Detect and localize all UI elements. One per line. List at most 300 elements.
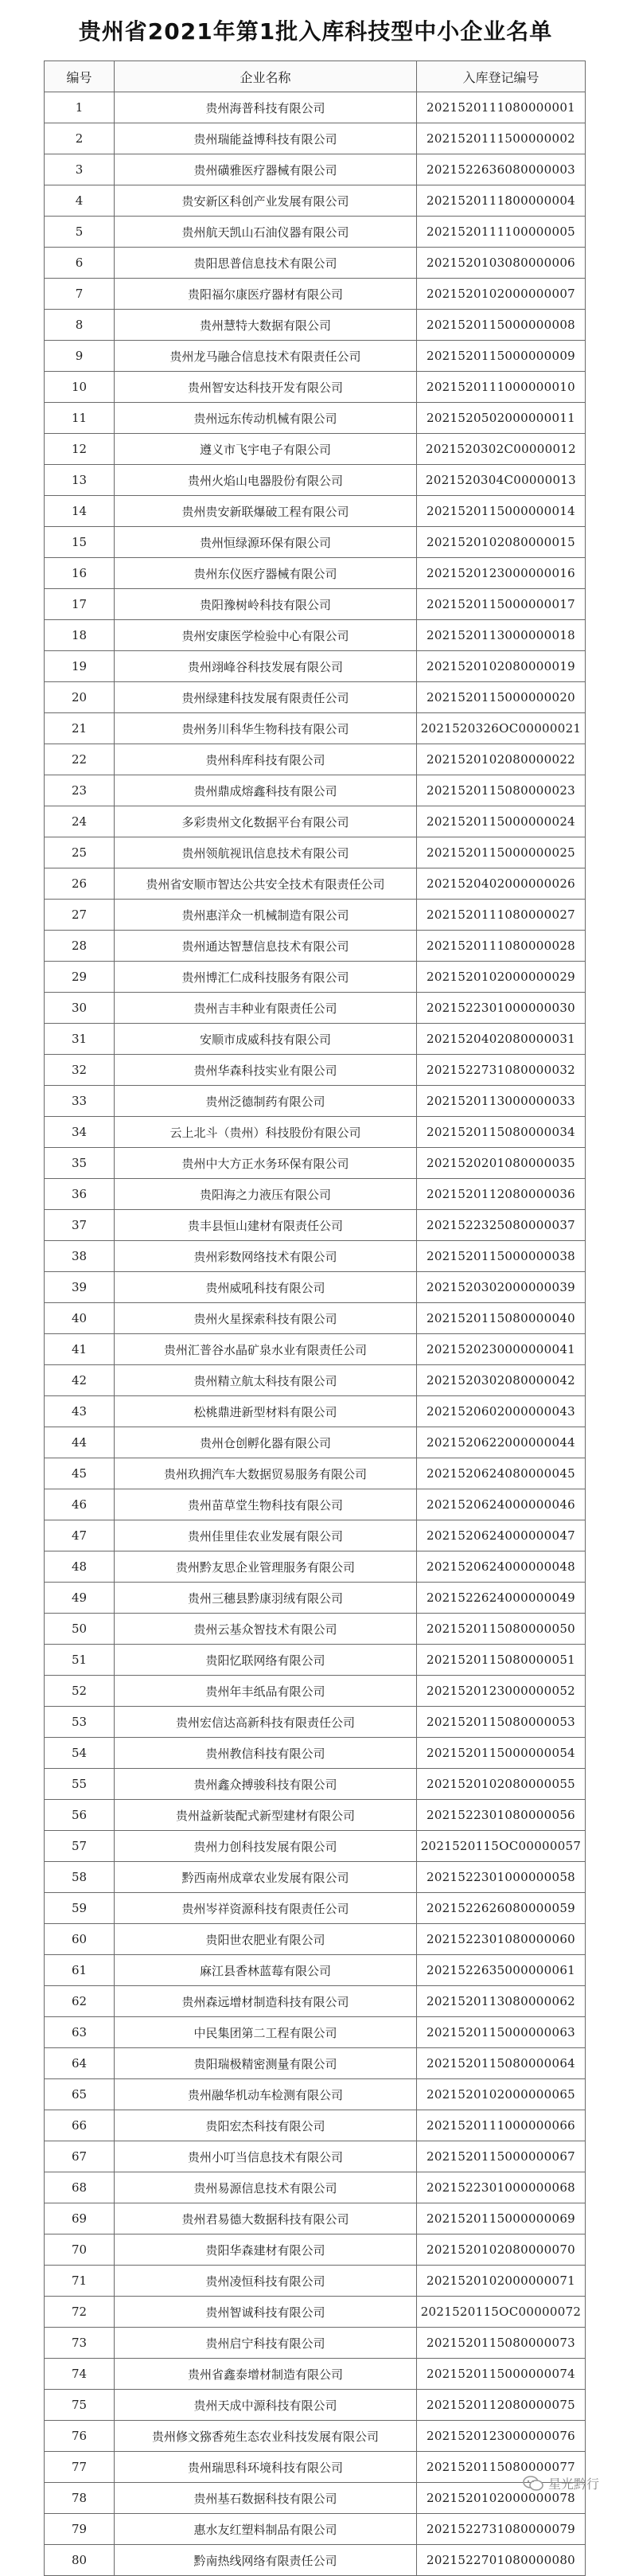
table-row <box>45 1831 586 1862</box>
row-number: 58 <box>45 1862 115 1893</box>
company-name: 贵州天成中源科技有限公司 <box>115 2390 417 2421</box>
company-name: 贵阳宏杰科技有限公司 <box>115 2110 417 2141</box>
company-name: 贵州基石数据科技有限公司 <box>115 2483 417 2514</box>
table-row <box>45 2110 586 2141</box>
table-row <box>45 1893 586 1924</box>
row-number: 24 <box>45 806 115 837</box>
watermark-text: 星光黔行 <box>547 2476 599 2492</box>
row-number: 36 <box>45 1179 115 1210</box>
registration-number: 2021520502000000011 <box>417 403 586 434</box>
table-row <box>45 1117 586 1148</box>
table-row <box>45 589 586 620</box>
company-name: 贵州惠洋众一机械制造有限公司 <box>115 900 417 931</box>
row-number: 70 <box>45 2234 115 2266</box>
company-name: 遵义市飞宇电子有限公司 <box>115 434 417 465</box>
row-number: 61 <box>45 1955 115 1986</box>
company-name: 贵州海普科技有限公司 <box>115 92 417 123</box>
registration-number: 2021520115080000077 <box>417 2452 586 2483</box>
registration-number: 2021520115080000051 <box>417 1645 586 1676</box>
row-number: 71 <box>45 2266 115 2297</box>
table-row <box>45 2390 586 2421</box>
table-row <box>45 1241 586 1272</box>
row-number: 22 <box>45 744 115 775</box>
row-number: 69 <box>45 2203 115 2234</box>
row-number: 13 <box>45 465 115 496</box>
company-name: 贵州瑞思科环境科技有限公司 <box>115 2452 417 2483</box>
table-row <box>45 2172 586 2203</box>
table-row <box>45 1365 586 1396</box>
row-number: 16 <box>45 558 115 589</box>
company-name: 贵州黔友思企业管理服务有限公司 <box>115 1551 417 1583</box>
registration-number: 2021520115000000020 <box>417 682 586 713</box>
table-row <box>45 2328 586 2359</box>
table-row <box>45 372 586 403</box>
company-name: 贵阳思普信息技术有限公司 <box>115 248 417 279</box>
company-name: 贵州宏信达高新科技有限责任公司 <box>115 1707 417 1738</box>
company-name: 贵州启宁科技有限公司 <box>115 2328 417 2359</box>
registration-number: 2021520102000000029 <box>417 962 586 993</box>
registration-number: 2021520302C00000012 <box>417 434 586 465</box>
row-number: 9 <box>45 341 115 372</box>
registration-number: 2021520624000000048 <box>417 1551 586 1583</box>
company-name: 云上北斗（贵州）科技股份有限公司 <box>115 1117 417 1148</box>
table-row <box>45 465 586 496</box>
registration-number: 2021520115000000024 <box>417 806 586 837</box>
company-name: 贵州恒绿源环保有限公司 <box>115 527 417 558</box>
registration-number: 2021520115000000038 <box>417 1241 586 1272</box>
table-row <box>45 1676 586 1707</box>
registration-number: 2021520115080000040 <box>417 1303 586 1334</box>
table-row <box>45 1955 586 1986</box>
row-number: 48 <box>45 1551 115 1583</box>
table-row <box>45 1986 586 2017</box>
company-name: 贵州精立航太科技有限公司 <box>115 1365 417 1396</box>
registration-number: 2021522301080000056 <box>417 1800 586 1831</box>
registration-number: 2021520111800000004 <box>417 185 586 217</box>
company-name: 贵州安康医学检验中心有限公司 <box>115 620 417 651</box>
company-name: 贵州凌恒科技有限公司 <box>115 2266 417 2297</box>
registration-number: 2021520304C00000013 <box>417 465 586 496</box>
company-name: 贵州火焰山电器股份有限公司 <box>115 465 417 496</box>
table-row <box>45 713 586 744</box>
company-name: 贵阳忆联网络有限公司 <box>115 1645 417 1676</box>
row-number: 21 <box>45 713 115 744</box>
table-row <box>45 1086 586 1117</box>
registration-number: 2021520112080000075 <box>417 2390 586 2421</box>
registration-number: 2021522624000000049 <box>417 1583 586 1614</box>
table-row <box>45 2514 586 2545</box>
table-row <box>45 806 586 837</box>
table-body <box>45 92 586 2576</box>
registration-number: 2021520113000000033 <box>417 1086 586 1117</box>
table-row <box>45 527 586 558</box>
table-row <box>45 1707 586 1738</box>
row-number: 6 <box>45 248 115 279</box>
row-number: 29 <box>45 962 115 993</box>
company-name: 安顺市成威科技有限公司 <box>115 1024 417 1055</box>
registration-number: 2021522636080000003 <box>417 154 586 185</box>
company-name: 贵州翊峰谷科技发展有限公司 <box>115 651 417 682</box>
registration-number: 2021520115000000069 <box>417 2203 586 2234</box>
table-row <box>45 1614 586 1645</box>
registration-number: 2021520402000000026 <box>417 868 586 900</box>
registration-number: 2021522635000000061 <box>417 1955 586 1986</box>
registration-number: 2021520115080000064 <box>417 2048 586 2079</box>
company-name: 贵州修文猕香苑生态农业科技发展有限公司 <box>115 2421 417 2452</box>
company-name: 惠水友红塑料制品有限公司 <box>115 2514 417 2545</box>
table-row <box>45 1458 586 1489</box>
registration-number: 2021520111100000005 <box>417 217 586 248</box>
registration-number: 2021520102080000022 <box>417 744 586 775</box>
registration-number: 2021520115000000063 <box>417 2017 586 2048</box>
row-number: 7 <box>45 279 115 310</box>
table-row <box>45 2545 586 2576</box>
row-number: 28 <box>45 931 115 962</box>
row-number: 30 <box>45 993 115 1024</box>
row-number: 65 <box>45 2079 115 2110</box>
registration-number: 2021520115000000054 <box>417 1738 586 1769</box>
registration-number: 2021520123000000076 <box>417 2421 586 2452</box>
registration-number: 2021520111500000002 <box>417 123 586 154</box>
table-row <box>45 1334 586 1365</box>
table-row <box>45 154 586 185</box>
company-name: 贵阳华森建材有限公司 <box>115 2234 417 2266</box>
table-header-row <box>45 61 586 92</box>
row-number: 66 <box>45 2110 115 2141</box>
row-number: 60 <box>45 1924 115 1955</box>
table-row <box>45 341 586 372</box>
company-name: 贵州磺雅医疗器械有限公司 <box>115 154 417 185</box>
registration-number: 2021520115OC00000057 <box>417 1831 586 1862</box>
table-row <box>45 651 586 682</box>
row-number: 68 <box>45 2172 115 2203</box>
row-number: 8 <box>45 310 115 341</box>
row-number: 75 <box>45 2390 115 2421</box>
registration-number: 2021522325080000037 <box>417 1210 586 1241</box>
row-number: 2 <box>45 123 115 154</box>
table-row <box>45 2452 586 2483</box>
table-row <box>45 217 586 248</box>
row-number: 18 <box>45 620 115 651</box>
company-name: 贵州汇普谷水晶矿泉水业有限责任公司 <box>115 1334 417 1365</box>
company-name: 贵州龙马融合信息技术有限责任公司 <box>115 341 417 372</box>
table-row <box>45 123 586 154</box>
table-row <box>45 1769 586 1800</box>
company-name: 中民集团第二工程有限公司 <box>115 2017 417 2048</box>
table-row <box>45 2048 586 2079</box>
table-row <box>45 837 586 868</box>
registration-number: 2021520302000000039 <box>417 1272 586 1303</box>
registration-number: 2021520111080000001 <box>417 92 586 123</box>
registration-number: 2021520326OC00000021 <box>417 713 586 744</box>
company-name: 贵州远东传动机械有限公司 <box>115 403 417 434</box>
row-number: 76 <box>45 2421 115 2452</box>
company-name: 贵州威吼科技有限公司 <box>115 1272 417 1303</box>
row-number: 32 <box>45 1055 115 1086</box>
company-name: 贵州瑞能益博科技有限公司 <box>115 123 417 154</box>
wechat-icon <box>523 2476 543 2492</box>
row-number: 79 <box>45 2514 115 2545</box>
registration-number: 2021520113000000018 <box>417 620 586 651</box>
company-name: 贵州佳里佳农业发展有限公司 <box>115 1520 417 1551</box>
row-number: 35 <box>45 1148 115 1179</box>
registration-number: 2021520230000000041 <box>417 1334 586 1365</box>
company-name: 贵州吉丰种业有限责任公司 <box>115 993 417 1024</box>
row-number: 63 <box>45 2017 115 2048</box>
table-row <box>45 1862 586 1893</box>
company-name: 贵州融华机动车检测有限公司 <box>115 2079 417 2110</box>
table-row <box>45 1148 586 1179</box>
row-number: 26 <box>45 868 115 900</box>
table-row <box>45 1055 586 1086</box>
table-row <box>45 1583 586 1614</box>
table-row <box>45 620 586 651</box>
company-name: 贵州省安顺市智达公共安全技术有限责任公司 <box>115 868 417 900</box>
column-header-company: 企业名称 <box>115 61 417 92</box>
table-row <box>45 185 586 217</box>
table-row <box>45 1396 586 1427</box>
company-name: 贵州教信科技有限公司 <box>115 1738 417 1769</box>
row-number: 54 <box>45 1738 115 1769</box>
registration-number: 2021522701080000080 <box>417 2545 586 2576</box>
table-row <box>45 2483 586 2514</box>
company-name: 贵州博汇仁成科技服务有限公司 <box>115 962 417 993</box>
registration-number: 2021520624000000047 <box>417 1520 586 1551</box>
company-name: 贵州小叮当信息技术有限公司 <box>115 2141 417 2172</box>
company-name: 贵州东仪医疗器械有限公司 <box>115 558 417 589</box>
row-number: 14 <box>45 496 115 527</box>
wechat-watermark <box>523 2474 599 2492</box>
table-row <box>45 2234 586 2266</box>
company-name: 黔南热线网络有限责任公司 <box>115 2545 417 2576</box>
registration-number: 2021520115080000050 <box>417 1614 586 1645</box>
registration-number: 2021522626080000059 <box>417 1893 586 1924</box>
row-number: 4 <box>45 185 115 217</box>
table-row <box>45 775 586 806</box>
company-name: 贵阳豫树岭科技有限公司 <box>115 589 417 620</box>
registration-number: 2021520302080000042 <box>417 1365 586 1396</box>
company-name: 贵州绿建科技发展有限责任公司 <box>115 682 417 713</box>
table-row <box>45 1800 586 1831</box>
company-name: 贵阳瑞极精密测量有限公司 <box>115 2048 417 2079</box>
table-row <box>45 1179 586 1210</box>
page-title: 贵州省2021年第1批入库科技型中小企业名单 <box>78 18 553 45</box>
registration-number: 2021520102080000070 <box>417 2234 586 2266</box>
registration-number: 2021520111000000066 <box>417 2110 586 2141</box>
table-row <box>45 993 586 1024</box>
registration-number: 2021520102000000078 <box>417 2483 586 2514</box>
registration-number: 2021522301000000030 <box>417 993 586 1024</box>
registration-number: 2021520115000000067 <box>417 2141 586 2172</box>
row-number: 67 <box>45 2141 115 2172</box>
registration-number: 2021520123000000052 <box>417 1676 586 1707</box>
company-name: 贵州三穗县黔康羽绒有限公司 <box>115 1583 417 1614</box>
row-number: 59 <box>45 1893 115 1924</box>
table-row <box>45 496 586 527</box>
company-name: 贵州年丰纸品有限公司 <box>115 1676 417 1707</box>
company-name: 贵州森远增材制造科技有限公司 <box>115 1986 417 2017</box>
company-name: 贵阳福尔康医疗器材有限公司 <box>115 279 417 310</box>
company-name: 黔西南州成章农业发展有限公司 <box>115 1862 417 1893</box>
row-number: 41 <box>45 1334 115 1365</box>
table-row <box>45 2421 586 2452</box>
row-number: 72 <box>45 2297 115 2328</box>
row-number: 51 <box>45 1645 115 1676</box>
table-row <box>45 1645 586 1676</box>
table-row <box>45 1520 586 1551</box>
registration-number: 2021520102080000055 <box>417 1769 586 1800</box>
row-number: 62 <box>45 1986 115 2017</box>
table-row <box>45 1024 586 1055</box>
row-number: 33 <box>45 1086 115 1117</box>
company-name: 贵州贵安新联爆破工程有限公司 <box>115 496 417 527</box>
company-name: 贵州中大方正水务环保有限公司 <box>115 1148 417 1179</box>
row-number: 74 <box>45 2359 115 2390</box>
registration-number: 2021520602000000043 <box>417 1396 586 1427</box>
table-row <box>45 2359 586 2390</box>
row-number: 50 <box>45 1614 115 1645</box>
registration-number: 2021520115080000073 <box>417 2328 586 2359</box>
row-number: 1 <box>45 92 115 123</box>
registration-number: 2021522731080000032 <box>417 1055 586 1086</box>
table-row <box>45 2203 586 2234</box>
table-row <box>45 558 586 589</box>
row-number: 23 <box>45 775 115 806</box>
registration-number: 2021520102000000065 <box>417 2079 586 2110</box>
company-name: 贵州航天凯山石油仪器有限公司 <box>115 217 417 248</box>
table-row <box>45 1551 586 1583</box>
registration-number: 2021520111000000010 <box>417 372 586 403</box>
registration-number: 2021520115080000053 <box>417 1707 586 1738</box>
registration-number: 2021520102080000019 <box>417 651 586 682</box>
table-row <box>45 962 586 993</box>
row-number: 80 <box>45 2545 115 2576</box>
row-number: 25 <box>45 837 115 868</box>
registration-number: 2021522731080000079 <box>417 2514 586 2545</box>
registration-number: 2021520102000000007 <box>417 279 586 310</box>
company-name: 贵丰县恒山建材有限责任公司 <box>115 1210 417 1241</box>
table-row <box>45 868 586 900</box>
table-row <box>45 2079 586 2110</box>
table-row <box>45 682 586 713</box>
row-number: 49 <box>45 1583 115 1614</box>
table-row <box>45 310 586 341</box>
table-row <box>45 1489 586 1520</box>
enterprise-table <box>44 60 586 2576</box>
company-name: 贵州火星探索科技有限公司 <box>115 1303 417 1334</box>
registration-number: 2021520115080000023 <box>417 775 586 806</box>
row-number: 11 <box>45 403 115 434</box>
registration-number: 2021520115000000009 <box>417 341 586 372</box>
row-number: 38 <box>45 1241 115 1272</box>
row-number: 10 <box>45 372 115 403</box>
row-number: 52 <box>45 1676 115 1707</box>
table-row <box>45 1272 586 1303</box>
company-name: 贵州科库科技有限公司 <box>115 744 417 775</box>
table-row <box>45 1427 586 1458</box>
row-number: 56 <box>45 1800 115 1831</box>
company-name: 贵州智诚科技有限公司 <box>115 2297 417 2328</box>
company-name: 贵州泛德制药有限公司 <box>115 1086 417 1117</box>
registration-number: 2021520111080000028 <box>417 931 586 962</box>
company-name: 贵州领航视讯信息技术有限公司 <box>115 837 417 868</box>
row-number: 40 <box>45 1303 115 1334</box>
company-name: 贵州务川科华生物科技有限公司 <box>115 713 417 744</box>
registration-number: 2021522301080000060 <box>417 1924 586 1955</box>
table-row <box>45 1924 586 1955</box>
company-name: 贵州力创科技发展有限公司 <box>115 1831 417 1862</box>
row-number: 64 <box>45 2048 115 2079</box>
table-row <box>45 403 586 434</box>
row-number: 47 <box>45 1520 115 1551</box>
table-row <box>45 279 586 310</box>
registration-number: 2021520102000000071 <box>417 2266 586 2297</box>
company-name: 贵州仓创孵化器有限公司 <box>115 1427 417 1458</box>
table-row <box>45 2141 586 2172</box>
registration-number: 2021520624000000046 <box>417 1489 586 1520</box>
company-name: 贵阳海之力液压有限公司 <box>115 1179 417 1210</box>
row-number: 43 <box>45 1396 115 1427</box>
registration-number: 2021520115000000017 <box>417 589 586 620</box>
table-row <box>45 434 586 465</box>
registration-number: 2021520622000000044 <box>417 1427 586 1458</box>
company-name: 麻江县香林蓝莓有限公司 <box>115 1955 417 1986</box>
registration-number: 2021520115000000025 <box>417 837 586 868</box>
table-row <box>45 92 586 123</box>
registration-number: 2021520111080000027 <box>417 900 586 931</box>
registration-number: 2021520115000000074 <box>417 2359 586 2390</box>
row-number: 31 <box>45 1024 115 1055</box>
row-number: 20 <box>45 682 115 713</box>
row-number: 57 <box>45 1831 115 1862</box>
company-name: 多彩贵州文化数据平台有限公司 <box>115 806 417 837</box>
registration-number: 2021520624080000045 <box>417 1458 586 1489</box>
row-number: 53 <box>45 1707 115 1738</box>
company-name: 贵州岑祥资源科技有限责任公司 <box>115 1893 417 1924</box>
row-number: 12 <box>45 434 115 465</box>
table-row <box>45 1303 586 1334</box>
row-number: 15 <box>45 527 115 558</box>
company-name: 贵阳世农肥业有限公司 <box>115 1924 417 1955</box>
company-name: 松桃鼎进新型材料有限公司 <box>115 1396 417 1427</box>
company-name: 贵州鑫众搏骏科技有限公司 <box>115 1769 417 1800</box>
company-name: 贵州易源信息技术有限公司 <box>115 2172 417 2203</box>
row-number: 77 <box>45 2452 115 2483</box>
company-name: 贵州通达智慧信息技术有限公司 <box>115 931 417 962</box>
registration-number: 2021522301000000068 <box>417 2172 586 2203</box>
registration-number: 2021520113080000062 <box>417 1986 586 2017</box>
company-name: 贵州华森科技实业有限公司 <box>115 1055 417 1086</box>
company-name: 贵州苗草堂生物科技有限公司 <box>115 1489 417 1520</box>
row-number: 27 <box>45 900 115 931</box>
row-number: 55 <box>45 1769 115 1800</box>
company-name: 贵州玖拥汽车大数据贸易服务有限公司 <box>115 1458 417 1489</box>
registration-number: 2021520402080000031 <box>417 1024 586 1055</box>
row-number: 39 <box>45 1272 115 1303</box>
registration-number: 2021520102080000015 <box>417 527 586 558</box>
company-name: 贵州智安达科技开发有限公司 <box>115 372 417 403</box>
registration-number: 2021520112080000036 <box>417 1179 586 1210</box>
table-row <box>45 744 586 775</box>
company-name: 贵州彩数网络技术有限公司 <box>115 1241 417 1272</box>
row-number: 44 <box>45 1427 115 1458</box>
table-row <box>45 2297 586 2328</box>
registration-number: 2021520123000000016 <box>417 558 586 589</box>
company-name: 贵安新区科创产业发展有限公司 <box>115 185 417 217</box>
row-number: 34 <box>45 1117 115 1148</box>
column-header-registration: 入库登记编号 <box>417 61 586 92</box>
row-number: 3 <box>45 154 115 185</box>
